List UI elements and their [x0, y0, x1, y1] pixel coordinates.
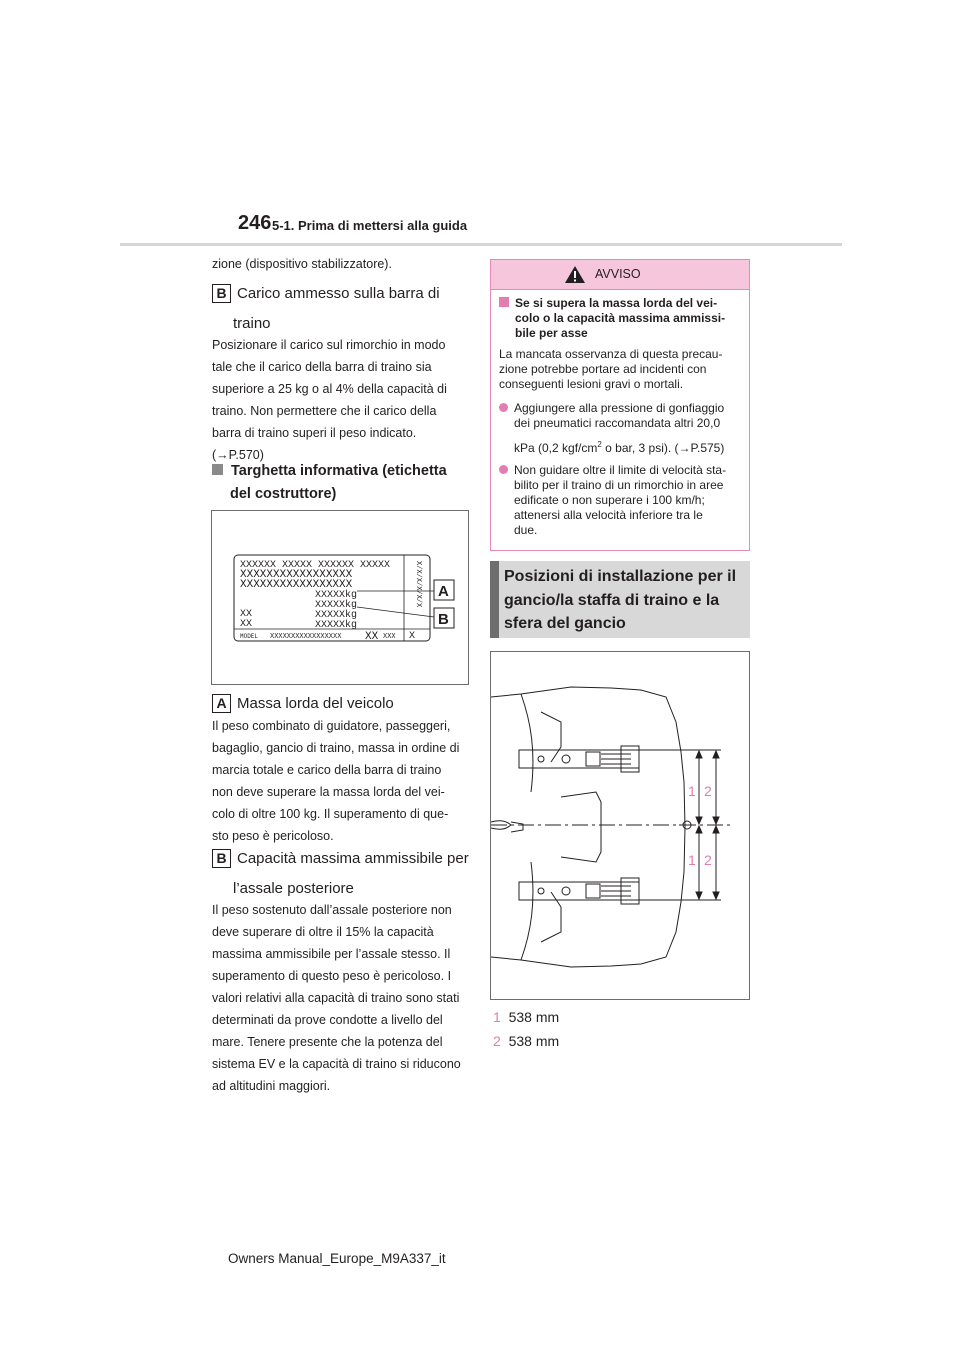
square-bullet-icon: [212, 464, 223, 475]
section-b-axle-heading: [212, 845, 469, 872]
text-line: ad altitudini maggiori.: [212, 1079, 331, 1093]
text-line: colo o la capacità massima ammissi-: [515, 311, 726, 325]
text-line: traino. Non permettere che il carico della: [212, 404, 437, 418]
heading-line: Capacità massima ammissibile per: [237, 850, 469, 867]
text-line: superiore a 25 kg o al 4% della capacità di: [212, 382, 447, 396]
label-illustration: [212, 511, 468, 684]
text-line: kPa (0,2 kgf/$cm^2$ o bar, 3 psi). (→P.575): [514, 440, 725, 455]
warning-content: [491, 290, 749, 538]
badge-b: B: [212, 284, 231, 303]
measurement-list: [493, 1005, 559, 1053]
heading-bar: [490, 561, 499, 638]
text-line: barra di traino superi il peso indicato.: [212, 426, 417, 440]
text-line: bagaglio, gancio di traino, massa in ordine di: [212, 741, 460, 755]
badge-b: B: [212, 849, 231, 868]
text-line: sistema EV e la capacità di traino si riducono: [212, 1057, 461, 1071]
label-row2: XXXXXXXXXXXXXXXXX: [240, 569, 353, 581]
label-vertical-text: X/X/X/X/X/X: [414, 561, 422, 608]
text-line: Aggiungere alla pressione di gonfiaggio: [514, 401, 725, 415]
text-line: zione potrebbe portare ad incidenti con: [499, 362, 707, 376]
warning-bullet-speed: [499, 463, 741, 538]
towbar-paragraph: [212, 334, 447, 466]
label-model-xx: XX: [365, 631, 379, 643]
label-kg-row: XXXXXkg: [315, 600, 358, 611]
warning-bold-text: [499, 296, 741, 341]
warning-paragraph: [499, 347, 741, 392]
text-line: bilito per il traino di un rimorchio in aree: [514, 478, 724, 492]
measurement-item: 2 538 mm: [493, 1033, 560, 1049]
text-line: Se si supera la massa lorda del vei-: [515, 296, 718, 310]
callout-a: A: [438, 583, 449, 600]
text-line: non deve superare la massa lorda del vei-: [212, 785, 445, 799]
text-line: Il peso combinato di guidatore, passeggeri,: [212, 719, 451, 733]
text-line: dei pneumatici raccomandata altri 20,0: [514, 416, 721, 430]
page-number: 246: [238, 212, 272, 234]
measurement-item: 1 538 mm: [493, 1009, 560, 1025]
text-line: Il peso sostenuto dall’assale posteriore non: [212, 903, 452, 917]
text-line: attenersi alla velocità inferiore tra le: [514, 508, 703, 522]
round-bullet-icon: [499, 403, 508, 412]
footer-text: Owners Manual_Europe_M9A337_it: [228, 1251, 446, 1266]
dimension-label-2: 2: [704, 783, 712, 799]
label-corner-x: X: [409, 631, 416, 642]
text-line: deve superare di oltre il 15% la capacità: [212, 925, 434, 939]
hitch-position-diagram: [490, 651, 750, 1000]
warning-title: AVVISO: [595, 267, 641, 281]
dimension-label-1: 1: [688, 783, 696, 799]
text-line: La mancata osservanza di questa precau-: [499, 347, 723, 361]
install-heading-text: [504, 565, 744, 636]
dimension-label-1: 1: [688, 852, 696, 868]
label-kg-row: XXXXXkg: [315, 620, 358, 631]
heading-line: Massa lorda del veicolo: [237, 695, 394, 712]
text-line: sto peso è pericoloso.: [212, 829, 334, 843]
text-line: mare. Tenere presente che la potenza del: [212, 1035, 443, 1049]
badge-a: A: [212, 694, 231, 713]
text-line: tale che il carico della barra di traino sia: [212, 360, 432, 374]
section-a-heading: [212, 690, 394, 717]
gross-mass-paragraph: [212, 715, 459, 847]
label-row1: XXXXXX XXXXX XXXXXX XXXXX: [240, 560, 391, 571]
label-kg-row: XXXXXkg: [315, 590, 358, 601]
text-line: superamento di questo peso è pericoloso. I: [212, 969, 452, 983]
label-model-word: MODEL: [240, 633, 259, 640]
text-line: due.: [514, 523, 538, 537]
header-rule: [120, 243, 842, 246]
vehicle-rear-illustration: [491, 652, 749, 999]
warning-bullet-pressure: [499, 401, 741, 456]
label-xx: XX: [240, 609, 253, 620]
manufacturer-label-figure: [211, 510, 469, 685]
heading-line: Targhetta informativa (etichetta: [231, 463, 447, 479]
label-xx: XX: [240, 619, 253, 630]
heading-line: sfera del gancio: [504, 615, 626, 632]
heading-line: Posizioni di installazione per il: [504, 568, 737, 585]
text-line: determinati da prove condotte a livello del: [212, 1013, 443, 1027]
text-line: edificate o non superare i 100 km/h;: [514, 493, 705, 507]
label-model-end: XXX: [383, 633, 396, 641]
text-line: Posizionare il carico sul rimorchio in modo: [212, 338, 446, 352]
intro-text: zione (dispositivo stabilizzatore).: [212, 257, 392, 271]
text-line: (→P.570): [212, 448, 264, 462]
text-line: valori relativi alla capacità di traino sono stati: [212, 991, 460, 1005]
label-kg-row: XXXXXkg: [315, 610, 358, 621]
heading-line: del costruttore): [230, 486, 337, 502]
callout-b: B: [438, 611, 449, 628]
plate-heading: [212, 460, 447, 483]
section-title: 5-1. Prima di mettersi alla guida: [272, 218, 468, 233]
dimension-label-2: 2: [704, 852, 712, 868]
section-b-towbar-heading: [212, 280, 440, 307]
heading-line: traino: [233, 315, 271, 332]
heading-line: gancio/la staffa di traino e la: [504, 591, 720, 609]
heading-line: Carico ammesso sulla barra di: [237, 285, 440, 302]
axle-paragraph: [212, 899, 461, 1097]
warning-triangle-icon: [564, 265, 586, 284]
square-bullet-icon: [499, 297, 509, 307]
text-line: Non guidare oltre il limite di velocità sta-: [514, 463, 727, 477]
round-bullet-icon: [499, 465, 508, 474]
text-line: bile per asse: [515, 326, 588, 340]
warning-box: [490, 259, 750, 551]
text-line: massima ammissibile per l’assale stesso. Il: [212, 947, 451, 961]
label-model-value: XXXXXXXXXXXXXXXXX: [270, 633, 342, 641]
text-line: colo di oltre 100 kg. Il superamento di que-: [212, 807, 449, 821]
install-heading: [490, 561, 750, 638]
text-line: conseguenti lesioni gravi o mortali.: [499, 377, 684, 391]
heading-line: l’assale posteriore: [233, 880, 354, 897]
text-line: marcia totale e carico della barra di traino: [212, 763, 442, 777]
warning-header: [491, 260, 749, 290]
label-row3: XXXXXXXXXXXXXXXXX: [240, 579, 353, 591]
